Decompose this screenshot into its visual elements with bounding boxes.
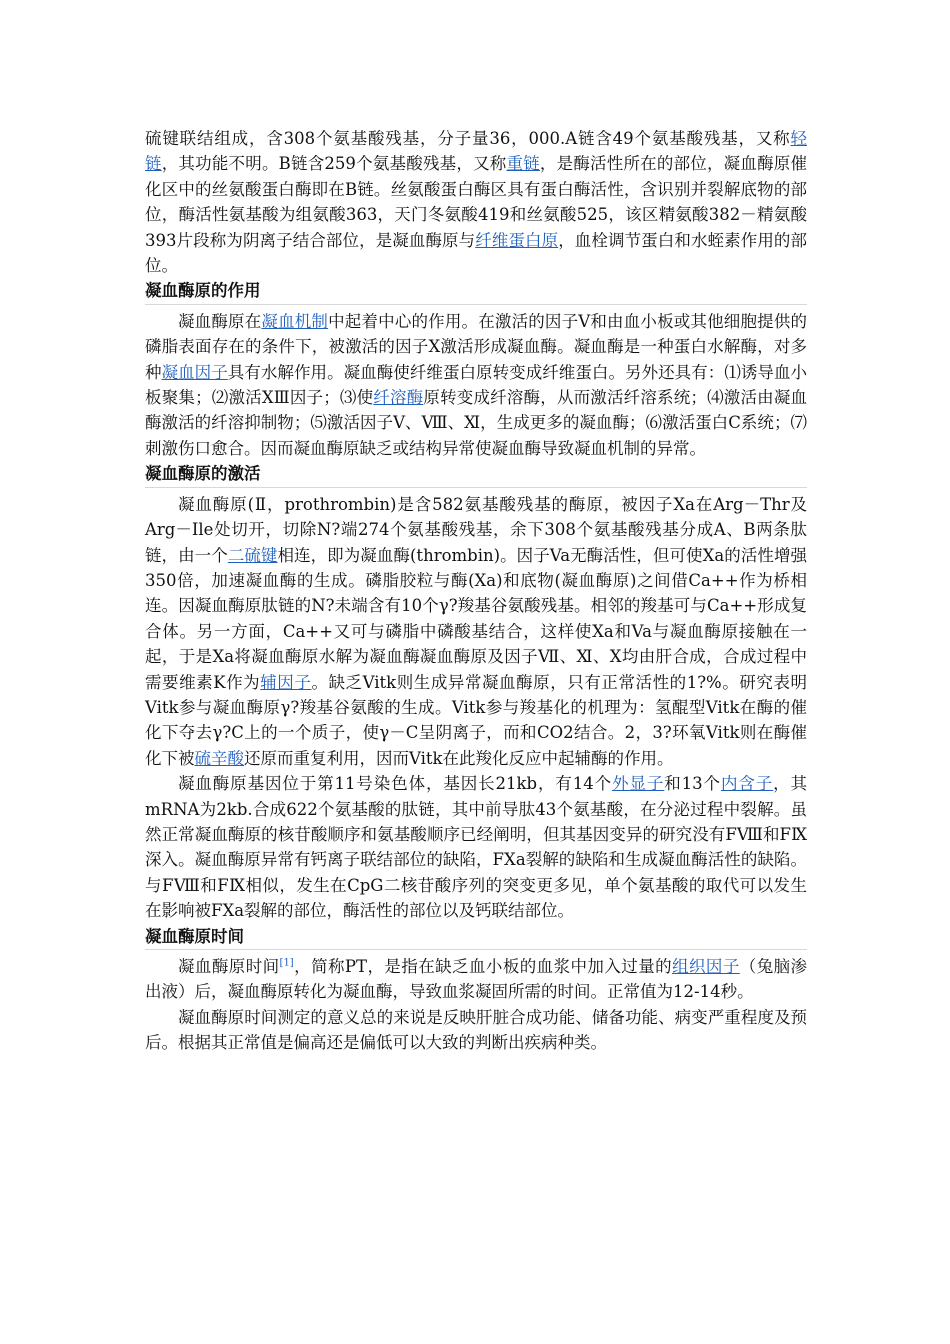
text-run: ，是酶活性所在的部位，凝血酶原催化区中的丝氨酸蛋白酶即在B链。丝氨酸蛋白酶区具有蛋白酶活性，含识别并裂解底物的部位，酶活性氨基酸为组氨酸363，天门冬氨酸419和丝氨酸525，该区精氨酸382－精氨酸393片段称为阴离子结合部位，是凝血酶原与	[145, 154, 808, 250]
text-run: ，血栓调节蛋白和水蛭素作用的部位。	[145, 230, 808, 276]
section-heading: 凝血酶原的作用	[145, 278, 807, 304]
inline-link[interactable]: 二硫键	[227, 545, 278, 565]
text-run: 凝血酶原时间	[178, 957, 280, 976]
citation-link[interactable]: [1]	[279, 957, 294, 969]
inline-link[interactable]: 凝血因子	[161, 362, 228, 382]
paragraph	[145, 126, 807, 278]
paragraph	[145, 954, 807, 1005]
inline-link[interactable]: 轻链	[145, 129, 807, 174]
text-run: 原转变成纤溶酶，从而激活纤溶系统；⑷激活由凝血酶激活的纤溶抑制物；⑸激活因子Ⅴ、Ⅷ、Ⅺ，生成更多的凝血酶；⑹激活蛋白C系统；⑺刺激伤口愈合。因而凝血酶原缺乏或结构异常使凝血酶导致凝血机制的异常。	[145, 388, 808, 458]
inline-link[interactable]: 组织因子	[672, 957, 740, 976]
text-run: 凝血酶原(Ⅱ，prothrombin)是含582氨基酸残基的酶原，被因子Xa在Arg－Thr及Arg－Ile处切开，切除N?端274个氨基酸残基，余下308个氨基酸残基分成A、B两条肽链，由一个	[145, 494, 807, 565]
text-run: ，其mRNA为2kb.合成622个氨基酸的肽链，其中前导肽43个氨基酸，在分泌过程中裂解。虽然正常凝血酶原的核苷酸顺序和氨基酸顺序已经阐明，但其基因变异的研究没有FⅧ和FⅨ深入。凝血酶原异常有钙离子联结部位的缺陷，FⅩa裂解的缺陷和生成凝血酶活性的缺陷。与FⅧ和FⅨ相似，发生在CpG二核苷酸序列的突变更多见，单个氨基酸的取代可以发生在影响被FⅩa裂解的部位，酶活性的部位以及钙联结部位。	[145, 774, 808, 921]
inline-link[interactable]: 纤维蛋白原	[475, 230, 559, 250]
inline-link[interactable]: 硫辛酸	[194, 748, 244, 768]
text-run: 凝血酶原时间测定的意义总的来说是反映肝脏合成功能、储备功能、病变严重程度及预后。根据其正常值是偏高还是偏低可以大致的判断出疾病种类。	[145, 1007, 807, 1053]
text-run: 。缺乏Vitk则生成异常凝血酶原，只有正常活性的1?%。研究表明Vitk参与凝血酶原γ?羧基谷氨酸的生成。Vitk参与羧基化的机理为：氢醌型Vitk在酶的催化下夺去γ?C上的一个质子，使γ－C呈阴离子，而和CO2结合。2，3?环氧Vitk则在酶催化下被	[145, 672, 808, 768]
document-body	[145, 126, 807, 1056]
text-run: ，简称PT，是指在缺乏血小板的血浆中加入过量的	[293, 957, 673, 976]
text-run: 相连，即为凝血酶(thrombin)。因子Va无酶活性，但可使Xa的活性增强350倍，加速凝血酶的生成。磷脂胶粒与酶(Xa)和底物(凝血酶原)之间借Ca++作为桥相连。因凝血酶原肽链的N?未端含有10个γ?羧基谷氨酸残基。相邻的羧基可与Ca++形成复合体。另一方面，Ca++又可与磷脂中磷酸基结合，这样使Xa和Va与凝血酶原接触在一起，于是Xa将凝血酶原水解为凝血酶凝血酶原及因子Ⅶ、Ⅺ、Ⅹ均由肝合成，合成过程中需要维素K作为	[145, 545, 808, 692]
text-run: 具有水解作用。凝血酶使纤维蛋白原转变成纤维蛋白。另外还具有：⑴诱导血小板聚集；⑵激活ⅩⅢ因子；⑶使	[145, 362, 808, 408]
inline-link[interactable]: 内含子	[720, 774, 774, 794]
inline-link[interactable]: 凝血机制	[261, 311, 329, 331]
text-run: （兔脑渗出液）后，凝血酶原转化为凝血酶，导致血浆凝固所需的时间。正常值为12-14秒。	[145, 957, 808, 1002]
inline-link[interactable]: 外显子	[612, 774, 665, 794]
text-run: 硫键联结组成，含308个氨基酸残基，分子量36，000.A链含49个氨基酸残基，又称	[145, 129, 791, 148]
paragraph	[145, 492, 807, 771]
inline-link[interactable]: 辅因子	[260, 672, 312, 692]
inline-link[interactable]: 重链	[506, 154, 540, 174]
section-heading: 凝血酶原时间	[145, 924, 807, 950]
text-run: 和13个	[664, 774, 721, 794]
paragraph	[145, 771, 807, 923]
text-run: 还原而重复利用，因而Vitk在此羧化反应中起辅酶的作用。	[244, 748, 674, 768]
text-run: 凝血酶原在	[178, 311, 262, 331]
section-heading: 凝血酶原的激活	[145, 461, 807, 487]
text-run: ，其功能不明。B链含259个氨基酸残基，又称	[161, 154, 507, 174]
text-run: 中起着中心的作用。在激活的因子Ⅴ和由血小板或其他细胞提供的磷脂表面存在的条件下，被激活的因子Ⅹ激活形成凝血酶。凝血酶是一种蛋白水解酶，对多种	[145, 311, 808, 382]
inline-link[interactable]: 纤溶酶	[373, 388, 424, 408]
text-run: 凝血酶原基因位于第11号染色体，基因长21kb，有14个	[178, 774, 613, 794]
paragraph	[145, 1005, 807, 1056]
paragraph	[145, 309, 807, 461]
